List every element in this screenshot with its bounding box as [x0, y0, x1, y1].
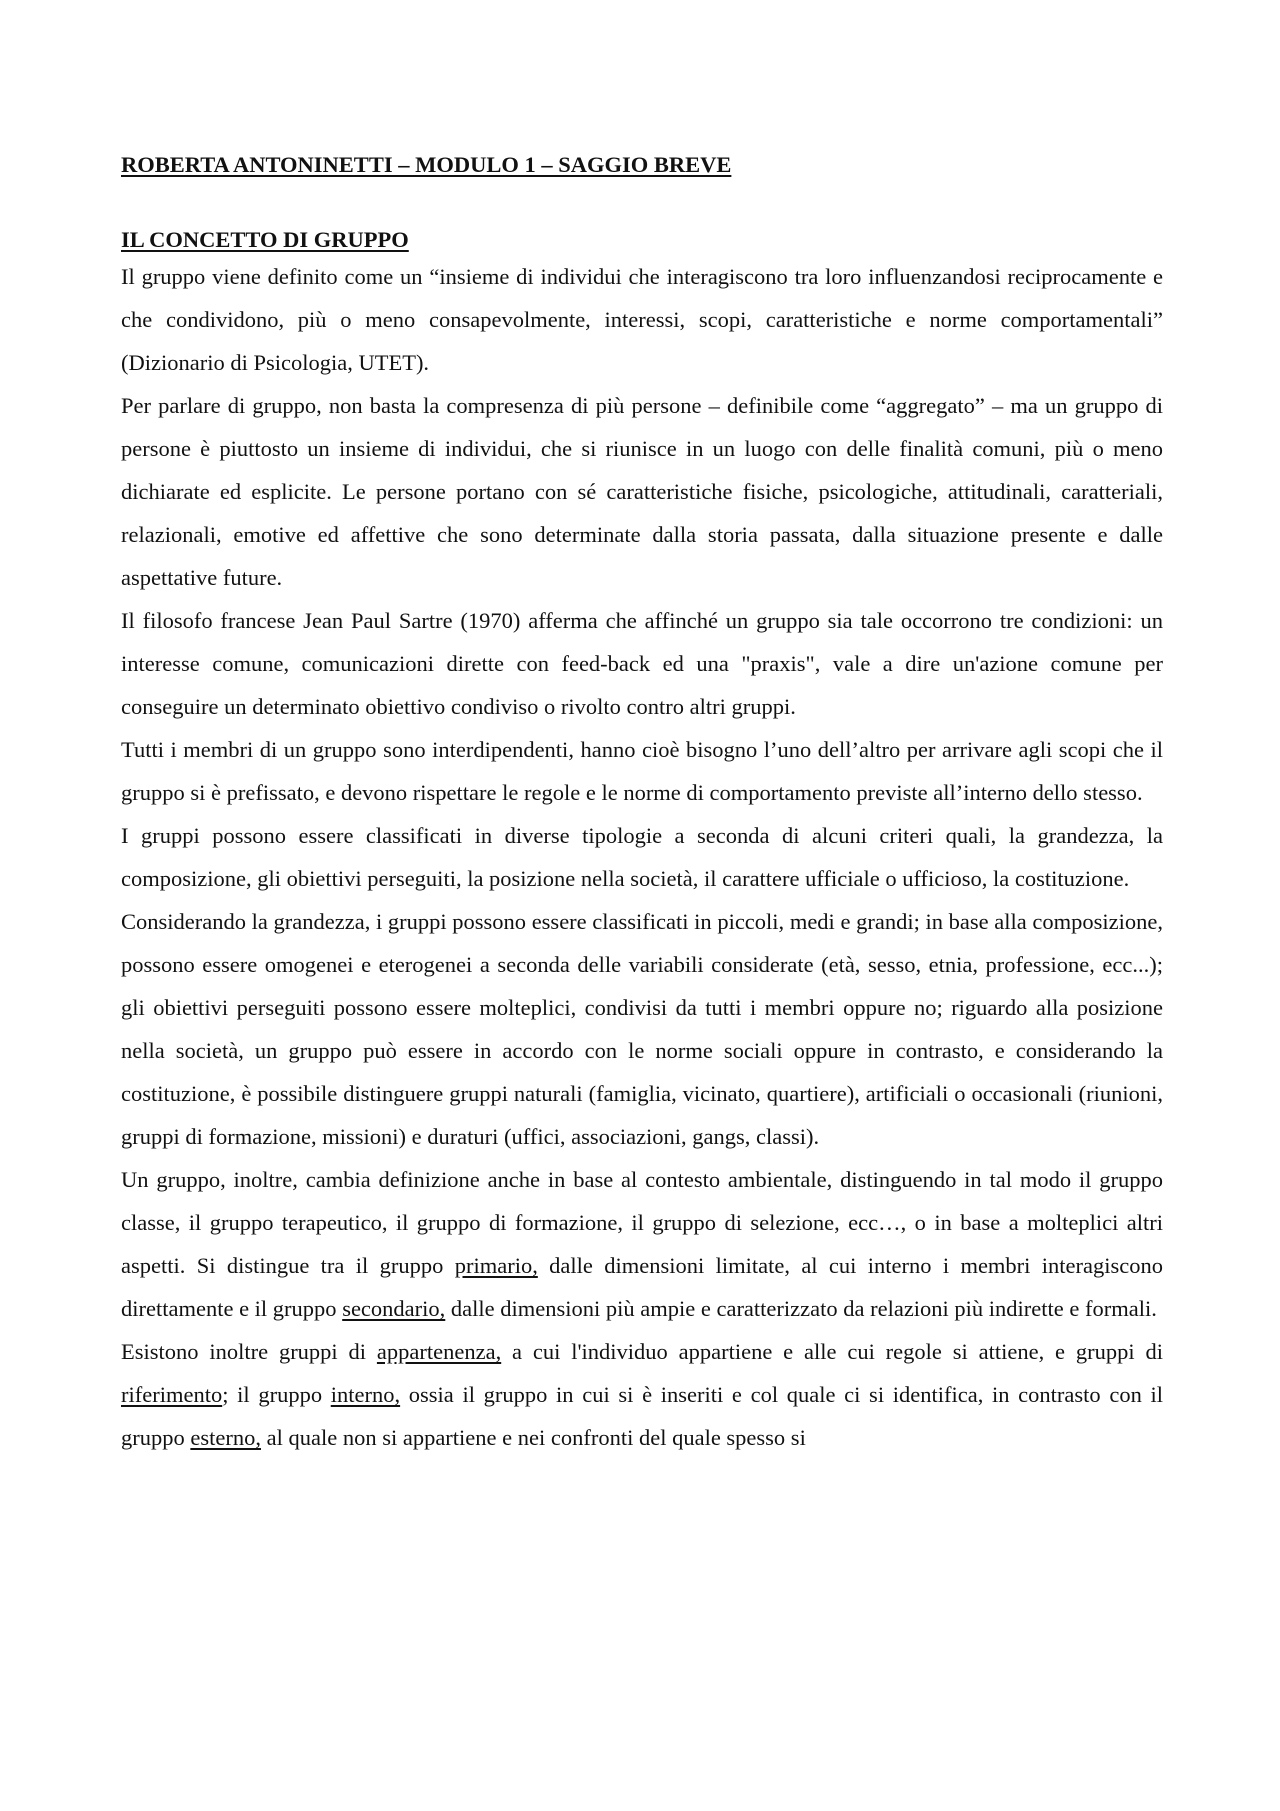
- paragraph-7-text-c: dalle dimensioni più ampie e caratterizzato da relazioni più indirette e formali.: [445, 1296, 1157, 1321]
- underlined-term-riferimento: riferimento: [121, 1382, 223, 1407]
- document-body: [121, 255, 1163, 1459]
- paragraph-5: I gruppi possono essere classificati in diverse tipologie a seconda di alcuni criteri quali, la grandezza, la composizione, gli obiettivi perseguiti, la posizione nella società, il carattere ufficiale o ufficioso, la costituzione.: [121, 823, 1163, 891]
- underlined-term-primario: primario,: [454, 1253, 538, 1278]
- paragraph-7-text-a: Un gruppo, inoltre, cambia definizione anche in base al contesto ambientale, distinguendo in tal modo il gruppo classe, il gruppo terapeutico, il gruppo di formazione, il gruppo di selezione, ecc…, o in base a molteplici altri aspetti. Si distingue tra il gruppo: [121, 1167, 1163, 1278]
- paragraph-3: Il filosofo francese Jean Paul Sartre (1970) afferma che affinché un gruppo sia tale occorrono tre condizioni: un interesse comune, comunicazioni dirette con feed-back ed una "praxis", vale a dire un'azione comune per conseguire un determinato obiettivo condiviso o rivolto contro altri gruppi.: [121, 608, 1163, 719]
- paragraph-8-text-c: ; il gruppo: [222, 1382, 331, 1407]
- document-title: ROBERTA ANTONINETTI – MODULO 1 – SAGGIO BREVE: [121, 152, 732, 177]
- underlined-term-secondario: secondario,: [342, 1296, 446, 1321]
- paragraph-6: Considerando la grandezza, i gruppi possono essere classificati in piccoli, medi e grandi; in base alla composizione, possono essere omogenei e eterogenei a seconda delle variabili considerate (età, sesso, etnia, professione, ecc...); gli obiettivi perseguiti possono essere molteplici, condivisi da tutti i membri oppure no; riguardo alla posizione nella società, un gruppo può essere in accordo con le norme sociali oppure in contrasto, e considerando la costituzione, è possibile distinguere gruppi naturali (famiglia, vicinato, quartiere), artificiali o occasionali (riunioni, gruppi di formazione, missioni) e duraturi (uffici, associazioni, gangs, classi).: [121, 909, 1163, 1149]
- paragraph-8-text-a: Esistono inoltre gruppi di: [121, 1339, 377, 1364]
- paragraph-8-text-d: ossia il gruppo in cui si è inseriti e col quale ci si identifica, in contrasto con il gruppo: [121, 1382, 1163, 1450]
- section-title: IL CONCETTO DI GRUPPO: [121, 227, 409, 252]
- paragraph-1: Il gruppo viene definito come un “insieme di individui che interagiscono tra loro influenzandosi reciprocamente e che condividono, più o meno consapevolmente, interessi, scopi, caratteristiche e norme comportamentali” (Dizionario di Psicologia, UTET).: [121, 264, 1163, 375]
- underlined-term-interno: interno,: [330, 1382, 401, 1407]
- paragraph-4: Tutti i membri di un gruppo sono interdipendenti, hanno cioè bisogno l’uno dell’altro per arrivare agli scopi che il gruppo si è prefissato, e devono rispettare le regole e le norme di comportamento previste all’interno dello stesso.: [121, 737, 1163, 805]
- underlined-term-esterno: esterno,: [190, 1425, 261, 1450]
- paragraph-8-text-b: a cui l'individuo appartiene e alle cui regole si attiene, e gruppi di: [501, 1339, 1163, 1364]
- paragraph-8-text-e: al quale non si appartiene e nei confronti del quale spesso si: [260, 1425, 806, 1450]
- underlined-term-appartenenza: appartenenza,: [376, 1339, 502, 1364]
- paragraph-2: Per parlare di gruppo, non basta la compresenza di più persone – definibile come “aggregato” – ma un gruppo di persone è piuttosto un insieme di individui, che si riunisce in un luogo con delle finalità comuni, più o meno dichiarate ed esplicite. Le persone portano con sé caratteristiche fisiche, psicologiche, attitudinali, caratteriali, relazionali, emotive ed affettive che sono determinate dalla storia passata, dalla situazione presente e dalle aspettative future.: [121, 393, 1163, 590]
- paragraph-7-text-b: dalle dimensioni limitate, al cui interno i membri interagiscono direttamente e il gruppo: [121, 1253, 1163, 1321]
- document-page: [121, 150, 1163, 1459]
- paragraph-7: [121, 1158, 1163, 1330]
- paragraph-8: [121, 1330, 1163, 1459]
